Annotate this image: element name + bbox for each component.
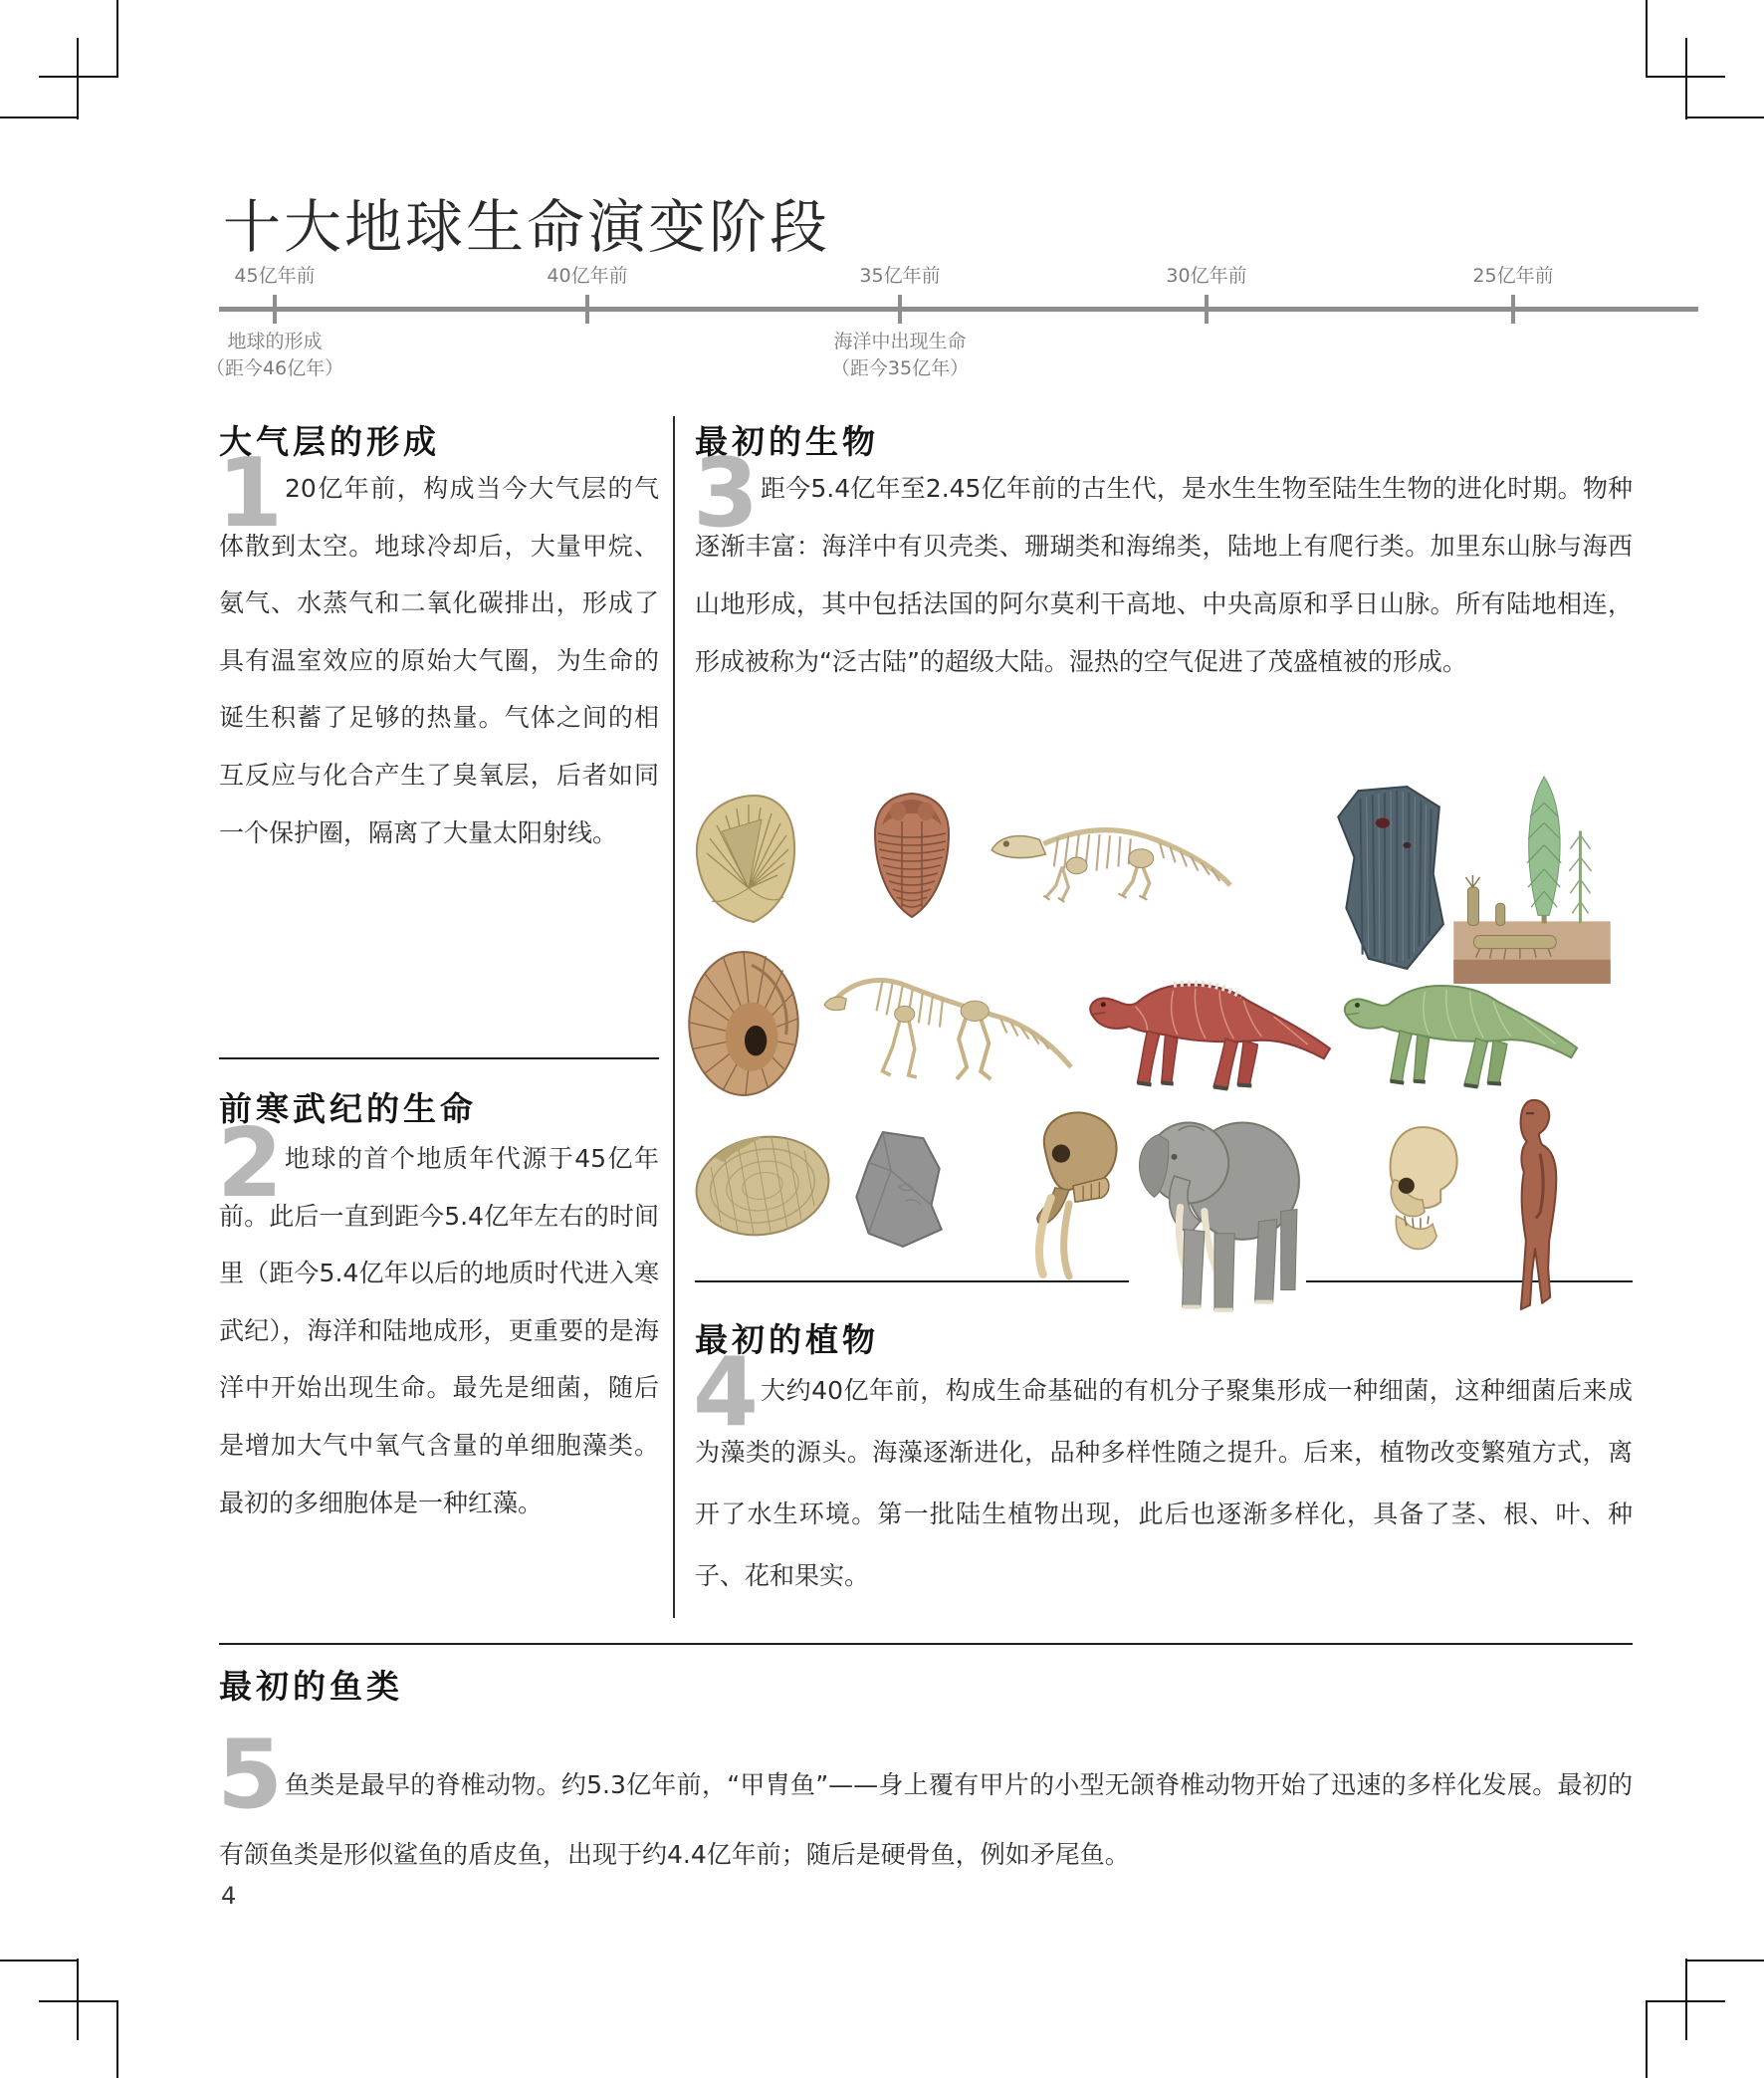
section-heading-precambrian: 前寒武纪的生命 <box>219 1089 477 1128</box>
timeline-tick <box>1205 295 1209 324</box>
timeline-event-detail: （距今46亿年） <box>205 357 344 379</box>
section-number: 3 <box>693 439 760 549</box>
mastodon-skull-image <box>1010 1105 1130 1284</box>
timeline-axis <box>219 307 1698 312</box>
section-body-precambrian: 地球的首个地质年代源于45亿年前。此后一直到距今5.4亿年左右的时间里（距今5.4亿年以后的地质时代进入寒武纪），海洋和陆地成形，更重要的是海洋中开始出现生命。最先是细菌，随后是增加大气中氧气含量的单细胞藻类。最初的多细胞体是一种红藻。 <box>219 1144 659 1517</box>
section-body-atmosphere: 20亿年前，构成当今大气层的气体散到太空。地球冷却后，大量甲烷、氨气、水蒸气和二氧化碳排出，形成了具有温室效应的原始大气圈，为生命的诞生积蓄了足够的热量。气体之间的相互反应与化合产生了臭氧层，后者如同一个保护圈，隔离了大量太阳射线。 <box>219 474 659 847</box>
timeline-tick-label: 30亿年前 <box>1166 265 1247 287</box>
dinosaur-skeleton-image <box>816 958 1077 1095</box>
timeline-tick <box>273 295 277 324</box>
timeline-event-earth-formation <box>165 329 384 382</box>
section-number: 5 <box>217 1721 284 1830</box>
oval-shell-fossil-image <box>690 1123 836 1250</box>
tree-bark-fossil-image <box>1326 785 1447 972</box>
section-number: 4 <box>693 1338 760 1448</box>
section-body-first-plants: 大约40亿年前，构成生命基础的有机分子聚集形成一种细菌，这种细菌后来成为藻类的源头。海藻逐渐进化，品种多样性随之提升。后来，植物改变繁殖方式，离开了水生环境。第一批陆生植物出现，此后也逐渐多样化，具备了茎、根、叶、种子、花和果实。 <box>695 1376 1633 1590</box>
timeline-tick-label: 25亿年前 <box>1472 265 1554 287</box>
section-rule <box>219 1643 1633 1645</box>
section-rule <box>1306 1280 1633 1282</box>
trilobite-fossil-image <box>862 790 962 921</box>
early-human-image <box>1495 1097 1575 1314</box>
ammonite-fossil-image <box>685 948 804 1099</box>
section-number: 2 <box>217 1109 284 1219</box>
dinosaur-green-image <box>1332 954 1585 1097</box>
section-body-first-fish: 鱼类是最早的脊椎动物。约5.3亿年前，“甲胄鱼”——身上覆有甲片的小型无颌脊椎动物开始了迅速的多样化发展。最初的有颌鱼类是形似鲨鱼的盾皮鱼，出现于约4.4亿年前；随后是硬骨鱼，例如矛尾鱼。 <box>219 1770 1633 1869</box>
section-body-first-organisms: 距今5.4亿年至2.45亿年前的古生代，是水生生物至陆生生物的进化时期。物种逐渐丰富：海洋中有贝壳类、珊瑚类和海绵类，陆地上有爬行类。加里东山脉与海西山地形成，其中包括法国的阿尔莫利干高地、中央高原和孚日山脉。所有陆地相连，形成被称为“泛古陆”的超级大陆。湿热的空气促进了茂盛植被的形成。 <box>695 474 1633 676</box>
page-number: 4 <box>221 1882 237 1910</box>
elephant-image <box>1130 1100 1301 1317</box>
page-title: 十大地球生命演变阶段 <box>223 192 831 261</box>
timeline-event-detail: （距今35亿年） <box>830 357 970 379</box>
section-heading-first-plants: 最初的植物 <box>695 1320 879 1359</box>
timeline-tick <box>1511 295 1515 324</box>
section-number: 1 <box>217 439 284 549</box>
hominid-skull-image <box>1382 1121 1465 1280</box>
timeline-tick <box>898 295 902 324</box>
early-amphibian-skeleton-image <box>986 808 1234 904</box>
timeline-event-title: 海洋中出现生命 <box>833 331 967 352</box>
rock-fragment-image <box>852 1128 944 1250</box>
brachiopod-shell-fossil-image <box>692 792 801 926</box>
section-heading-first-organisms: 最初的生物 <box>695 422 879 461</box>
section-heading-first-fish: 最初的鱼类 <box>219 1667 403 1706</box>
column-divider <box>673 416 675 1618</box>
timeline-tick-label: 45亿年前 <box>234 265 316 287</box>
timeline-tick-label: 35亿年前 <box>859 265 941 287</box>
dinosaur-musculature-red-image <box>1077 954 1338 1097</box>
section-rule <box>219 1057 659 1059</box>
timeline-event-life-in-ocean <box>790 329 1009 382</box>
section-heading-atmosphere: 大气层的形成 <box>219 422 440 461</box>
timeline-event-title: 地球的形成 <box>227 331 323 352</box>
timeline-tick <box>585 295 589 324</box>
timeline-tick-label: 40亿年前 <box>547 265 628 287</box>
